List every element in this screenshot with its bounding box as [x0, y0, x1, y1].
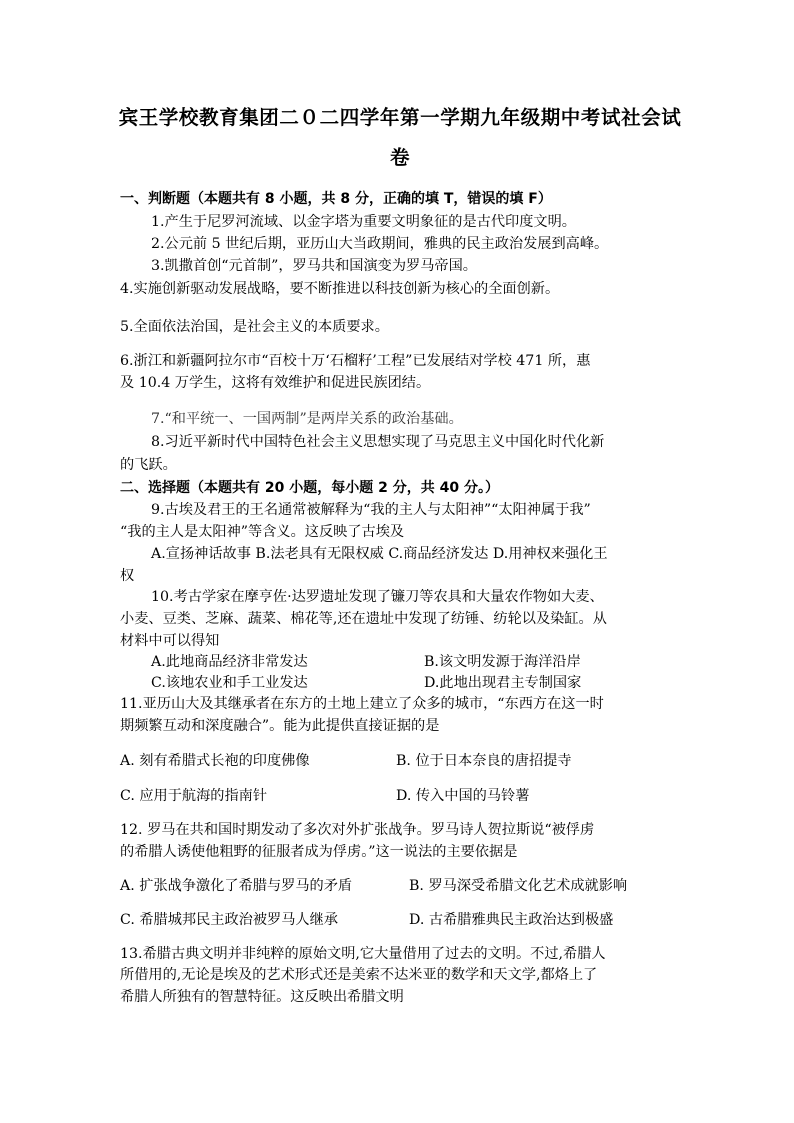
- q11-stem-line-2: 期频繁互动和深度融合”。能为此提供直接证据的是: [120, 718, 440, 734]
- exam-title-line-1: 宾王学校教育集团二０二四学年第一学期九年级期中考试社会试: [118, 106, 682, 129]
- q12-stem-line-1: 12. 罗马在共和国时期发动了多次对外扩张战争。罗马诗人贺拉斯说“被俘虏: [120, 822, 595, 838]
- exam-title-line-2: 卷: [389, 146, 411, 169]
- judge-item-6-line-2: 及 10.4 万学生，这将有效维护和促进民族团结。: [120, 375, 431, 391]
- q9-stem-line-1: 9.古埃及君王的王名通常被解释为“我的主人与太阳神”“太阳神属于我”: [151, 502, 591, 518]
- section-1-header: 一、判断题（本题共有 8 小题，共 8 分，正确的填 T，错误的填 F）: [120, 191, 552, 207]
- judge-item-6-line-1: 6.浙江和新疆阿拉尔市“百校十万‘石榴籽’工程”已发展结对学校 471 所，惠: [120, 353, 591, 369]
- q9-stem-line-2: “我的主人是太阳神”等含义。这反映了古埃及: [120, 524, 405, 540]
- q10-option-d: D.此地出现君主专制国家: [424, 675, 582, 691]
- q12-stem-line-2: 的希腊人诱使他粗野的征服者成为俘虏。”这一说法的主要依据是: [120, 844, 518, 860]
- q10-option-b: B.该文明发源于海洋沿岸: [424, 654, 581, 670]
- q11-option-a: A. 刻有希腊式长袍的印度佛像: [120, 753, 310, 769]
- section-2-header: 二、选择题（本题共有 20 小题，每小题 2 分，共 40 分。）: [120, 480, 499, 496]
- q9-options-line-1: A.宣扬神话故事 B.法老具有无限权威 C.商品经济发达 D.用神权来强化王: [151, 546, 608, 562]
- judge-item-5: 5.全面依法治国，是社会主义的本质要求。: [120, 319, 389, 335]
- judge-item-4: 4.实施创新驱动发展战略，要不断推进以科技创新为核心的全面创新。: [120, 281, 560, 297]
- q10-option-c: C.该地农业和手工业发达: [151, 675, 308, 691]
- judge-item-7: 7.“和平统一、一国两制”是两岸关系的政治基础。: [151, 411, 463, 427]
- q12-option-d: D. 古希腊雅典民主政治达到极盛: [409, 912, 614, 928]
- q10-stem-line-3: 材料中可以得知: [120, 633, 220, 649]
- judge-item-8-line-1: 8.习近平新时代中国特色社会主义思想实现了马克思主义中国化时代化新: [151, 434, 605, 450]
- q13-stem-line-2: 所借用的,无论是埃及的艺术形式还是美索不达米亚的数学和天文学,都烙上了: [120, 967, 598, 983]
- judge-item-2: 2.公元前 5 世纪后期，亚历山大当政期间，雅典的民主政治发展到高峰。: [151, 236, 609, 252]
- q11-option-b: B. 位于日本奈良的唐招提寺: [396, 753, 572, 769]
- q10-option-a: A.此地商品经济非常发达: [151, 654, 308, 670]
- q10-stem-line-2: 小麦、豆类、芝麻、蔬菜、棉花等,还在遗址中发现了纺锤、纺轮以及染缸。从: [120, 611, 607, 627]
- q12-option-b: B. 罗马深受希腊文化艺术成就影响: [409, 878, 628, 894]
- judge-item-8-line-2: 的飞跃。: [120, 457, 177, 473]
- q11-option-c: C. 应用于航海的指南针: [120, 788, 268, 804]
- q11-option-d: D. 传入中国的马铃薯: [396, 788, 530, 804]
- q10-stem-line-1: 10.考古学家在摩亨佐·达罗遗址发现了镰刀等农具和大量农作物如大麦、: [151, 589, 604, 605]
- q12-option-a: A. 扩张战争激化了希腊与罗马的矛盾: [120, 878, 353, 894]
- q13-stem-line-1: 13.希腊古典文明并非纯粹的原始文明,它大量借用了过去的文明。不过,希腊人: [120, 946, 606, 962]
- judge-item-1: 1.产生于尼罗河流域、以金字塔为重要文明象征的是古代印度文明。: [151, 214, 576, 230]
- judge-item-3: 3.凯撒首创“元首制”，罗马共和国演变为罗马帝国。: [151, 258, 477, 274]
- q13-stem-line-3: 希腊人所独有的智慧特征。这反映出希腊文明: [120, 989, 404, 1005]
- q11-stem-line-1: 11.亚历山大及其继承者在东方的土地上建立了众多的城市，“东西方在这一时: [120, 696, 604, 712]
- q9-options-line-2: 权: [120, 568, 135, 584]
- q12-option-c: C. 希腊城邦民主政治被罗马人继承: [120, 912, 338, 928]
